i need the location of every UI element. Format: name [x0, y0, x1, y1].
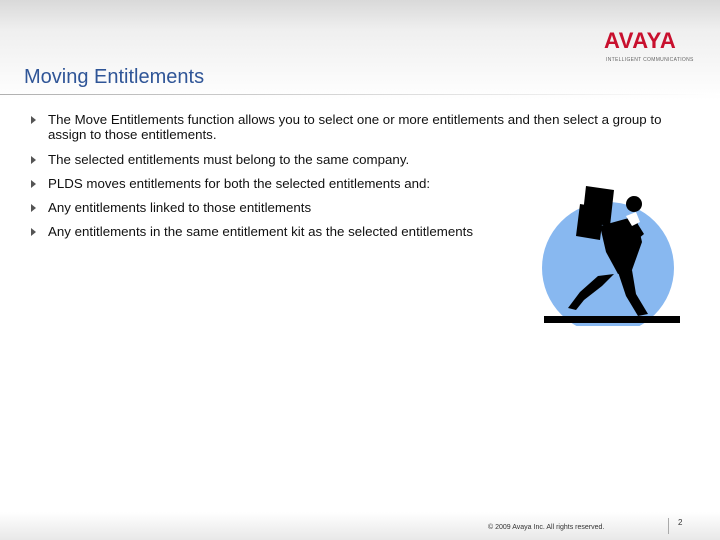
- bullet-text: Any entitlements in the same entitlement kit as the selected entitlements: [48, 224, 473, 239]
- bullet-arrow-icon: [31, 228, 36, 236]
- logo-wordmark: AVAYA: [604, 28, 677, 53]
- bullet-item: [30, 112, 702, 142]
- logo-tagline: INTELLIGENT COMMUNICATIONS: [606, 57, 694, 63]
- bullet-arrow-icon: [31, 156, 36, 164]
- bullet-text: The Move Entitlements function allows you to select one or more entitlements and then select a group to assign to those entitlements.: [48, 112, 662, 142]
- footer-divider: [668, 518, 669, 534]
- bullet-text: PLDS moves entitlements for both the selected entitlements and:: [48, 176, 431, 191]
- worker-carrying-boxes-icon: [540, 182, 684, 326]
- bullet-arrow-icon: [31, 180, 36, 188]
- copyright-text: © 2009 Avaya Inc. All rights reserved.: [488, 524, 605, 531]
- bullet-item: [30, 152, 702, 167]
- page-number: 2: [678, 518, 683, 527]
- bullet-arrow-icon: [31, 116, 36, 124]
- bullet-text: Any entitlements linked to those entitlements: [48, 200, 312, 215]
- slide-title: Moving Entitlements: [24, 66, 205, 88]
- footer-band: [0, 512, 720, 540]
- bullet-arrow-icon: [31, 204, 36, 212]
- avaya-logo: [604, 28, 694, 68]
- clipart-ground: [544, 316, 680, 323]
- bullet-text: The selected entitlements must belong to the same company.: [48, 152, 410, 167]
- title-divider: [0, 94, 720, 95]
